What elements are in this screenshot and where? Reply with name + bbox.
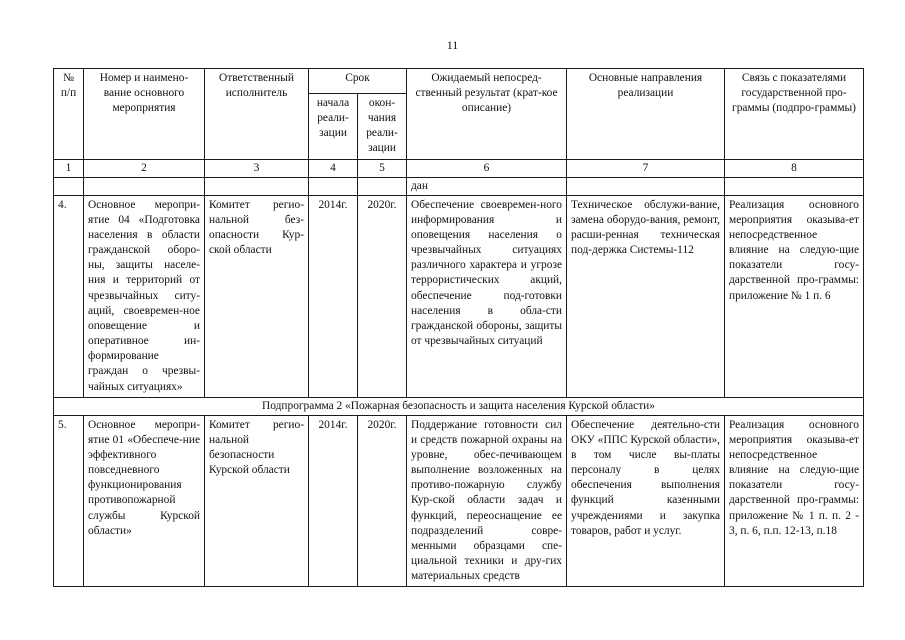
header-end: окон-чания реали-зации: [358, 94, 407, 160]
row-executor: Комитет регио-нальной безопасности Курской области: [205, 415, 309, 587]
subprogram-title: Подпрограмма 2 «Пожарная безопасность и защита населения Курской области»: [54, 397, 864, 415]
header-link: Связь с показателями государственной про-граммы (подпро-граммы): [725, 69, 864, 160]
row-start: 2014г.: [309, 195, 358, 397]
header-term: Срок: [309, 69, 407, 94]
header-start: начала реали-зации: [309, 94, 358, 160]
row-link: Реализация основного мероприятия оказыва-ет непосредственное влияние на следую-щие показатели госу-дарственной про-граммы: приложение № 1 п. 6: [725, 195, 864, 397]
subprogram-row: [54, 397, 864, 415]
column-numbers-row: [54, 159, 864, 177]
row-end: 2020г.: [358, 195, 407, 397]
header-result: Ожидаемый непосред-ственный результат (крат-кое описание): [407, 69, 567, 160]
continuation-text: дан: [407, 177, 567, 195]
column-number: 7: [567, 159, 725, 177]
activities-table: [53, 68, 864, 587]
row-link: Реализация основного мероприятия оказыва-ет непосредственное влияние на следую-щие показатели госу-дарственной про-граммы: приложение № 1 п. п. 2 - 3, п. 6, п.п. 12-13, п.18: [725, 415, 864, 587]
column-number: 8: [725, 159, 864, 177]
page-number: 11: [446, 38, 459, 52]
row-name: Основное меропри-ятие 04 «Подготовка населения в области гражданской оборо-ны, защиты населе-ния и территорий от чрезвычайных ситу-аций, своевремен-ное оповещение и оперативное ин-формирование граждан о чрезвы-чайных ситуациях»: [84, 195, 205, 397]
continuation-row: [54, 177, 864, 195]
row-start: 2014г.: [309, 415, 358, 587]
column-number: 2: [84, 159, 205, 177]
column-number: 6: [407, 159, 567, 177]
row-end: 2020г.: [358, 415, 407, 587]
row-directions: Техническое обслужи-вание, замена оборудо-вания, ремонт, расши-ренная техническая под-держка Системы-112: [567, 195, 725, 397]
row-num: 4.: [54, 195, 84, 397]
header-num: № п/п: [54, 69, 84, 160]
column-number: 3: [205, 159, 309, 177]
header-directions: Основные направления реализации: [567, 69, 725, 160]
column-number: 5: [358, 159, 407, 177]
table-row: [54, 195, 864, 397]
table-row: [54, 415, 864, 587]
row-result: Поддержание готовности сил и средств пожарной охраны на уровне, обес-печивающем выполнение возложенных на противо-пожарную службу Кур-ской области задач и функций, переоснащение ее подразделений совре-менными образцами спе-циальной техники и дру-гих материальных средств: [407, 415, 567, 587]
row-name: Основное меропри-ятие 01 «Обеспече-ние эффективного повседневного функционирования противопожарной службы Курской области»: [84, 415, 205, 587]
row-directions: Обеспечение деятельно-сти ОКУ «ППС Курской области», в том числе вы-платы персоналу в целях обеспечения выполнения функций казенными учреждениями и закупка товаров, работ и услуг.: [567, 415, 725, 587]
row-executor: Комитет регио-нальной без-опасности Кур-ской области: [205, 195, 309, 397]
column-number: 4: [309, 159, 358, 177]
header-name: Номер и наимено-вание основного мероприятия: [84, 69, 205, 160]
header-row: [54, 69, 864, 94]
header-executor: Ответственный исполнитель: [205, 69, 309, 160]
row-result: Обеспечение своевремен-ного информирования и оповещения населения о чрезвычайных ситуациях различного характера и угрозе террористических акций, обеспечение под-готовки населения в обла-сти гражданской обороны, защиты от чрезвычайных ситуаций: [407, 195, 567, 397]
row-num: 5.: [54, 415, 84, 587]
column-number: 1: [54, 159, 84, 177]
